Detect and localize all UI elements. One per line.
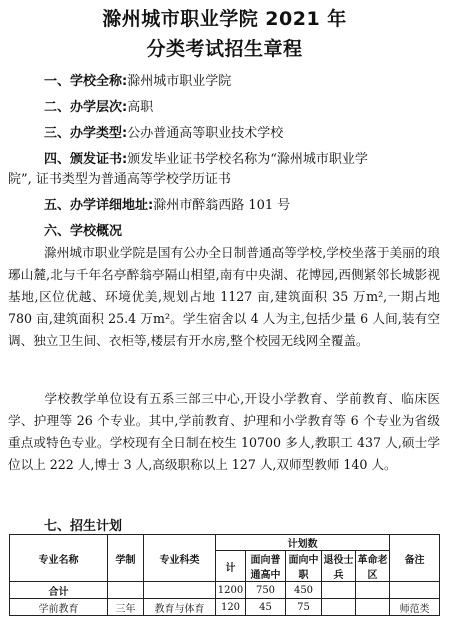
cell-category: 教育与体育 <box>144 599 216 616</box>
header-category: 专业科类 <box>144 535 216 582</box>
cell-category <box>144 582 216 599</box>
cell-general: 45 <box>246 599 286 616</box>
document-title: 滁州城市职业学院 2021 年 <box>102 8 347 30</box>
cell-veterans <box>322 582 356 599</box>
paragraph-text: 滁州城市职业学院是国有公办全日制普通高等学校,学校坐落于美丽的琅琊山麓,北与千年名亭醉翁亭隔山相望,南有中央湖、花博园,西侧紧邻长城影视基地,区位优越、环境优美,规划占地 1127 亩,建筑面积 35 万m²,一期占地 780 亩,建筑面积 25.4 万m²。学生宿舍以 4 人为主,包括少量 6 人间,装有空调、独立卫生间、衣柜等,楼层有开水房,整个校园无线网全覆盖。 <box>8 245 440 348</box>
document-subtitle: 分类考试招生章程 <box>146 38 303 60</box>
cell-general: 750 <box>246 582 286 599</box>
section-school-name <box>44 70 231 89</box>
section-heading: 一、学校全称: <box>44 74 128 89</box>
section-heading: 五、办学详细地址: <box>44 198 154 213</box>
header-general: 面向普通高中 <box>246 551 286 582</box>
section-text: 滁州市醉翁西路 101 号 <box>153 198 291 213</box>
cell-major: 学前教育 <box>10 599 108 616</box>
header-veterans: 退役士兵 <box>322 551 356 582</box>
section-text: 滁州城市职业学院 <box>127 74 232 89</box>
header-revolutionary: 革命老区 <box>356 551 390 582</box>
paragraph-text: 学校教学单位设有五系三部三中心,开设小学教育、学前教育、临床医学、护理等 26 个专业。其中,学前教育、护理和小学教育等 6 个专业为省级重点或特色专业。学校现有全日制在校生 10700 多人,教职工 437 人,硕士学位以上 222 人,博士 3 人,高级职称以上 127 人,双师型教师 140 人。 <box>8 391 440 472</box>
section-overview-heading <box>44 220 122 239</box>
header-major: 专业名称 <box>10 535 108 582</box>
cell-secondary: 75 <box>286 599 322 616</box>
section-certificate-cont: 院”, 证书类型为普通高等学校学历证书 <box>8 172 231 187</box>
cell-veterans <box>322 599 356 616</box>
overview-paragraph-2 <box>8 388 440 476</box>
table-row <box>10 582 440 599</box>
enrollment-plan-table <box>9 534 440 616</box>
cell-revolutionary <box>356 599 390 616</box>
cell-total: 1200 <box>216 582 246 599</box>
header-secondary: 面向中职 <box>286 551 322 582</box>
section-text: 颁发毕业证书学校名称为“滁州城市职业学 <box>127 152 368 167</box>
section-certificate <box>44 148 368 167</box>
cell-note: 师范类 <box>390 599 440 616</box>
cell-major: 合计 <box>10 582 108 599</box>
table-row <box>10 599 440 616</box>
overview-paragraph-1 <box>8 242 440 352</box>
section-heading: 六、学校概况 <box>44 224 123 239</box>
section-heading: 四、颁发证书: <box>44 152 128 167</box>
cell-note <box>390 582 440 599</box>
section-text: 公办普通高等职业技术学校 <box>127 126 284 141</box>
section-level <box>44 96 153 115</box>
section-heading: 二、办学层次: <box>44 100 128 115</box>
section-text: 高职 <box>127 100 154 115</box>
section-plan-heading <box>44 515 122 534</box>
cell-revolutionary <box>356 582 390 599</box>
section-address <box>44 194 290 213</box>
section-heading: 三、办学类型: <box>44 126 128 141</box>
header-years: 学制 <box>108 535 144 582</box>
section-heading: 七、招生计划 <box>44 519 123 534</box>
cell-total: 120 <box>216 599 246 616</box>
header-note: 备注 <box>390 535 440 582</box>
section-type <box>44 122 283 141</box>
cell-secondary: 450 <box>286 582 322 599</box>
header-total: 计 <box>216 551 246 582</box>
cell-years <box>108 582 144 599</box>
cell-years: 三年 <box>108 599 144 616</box>
header-plan: 计划数 <box>216 535 390 551</box>
